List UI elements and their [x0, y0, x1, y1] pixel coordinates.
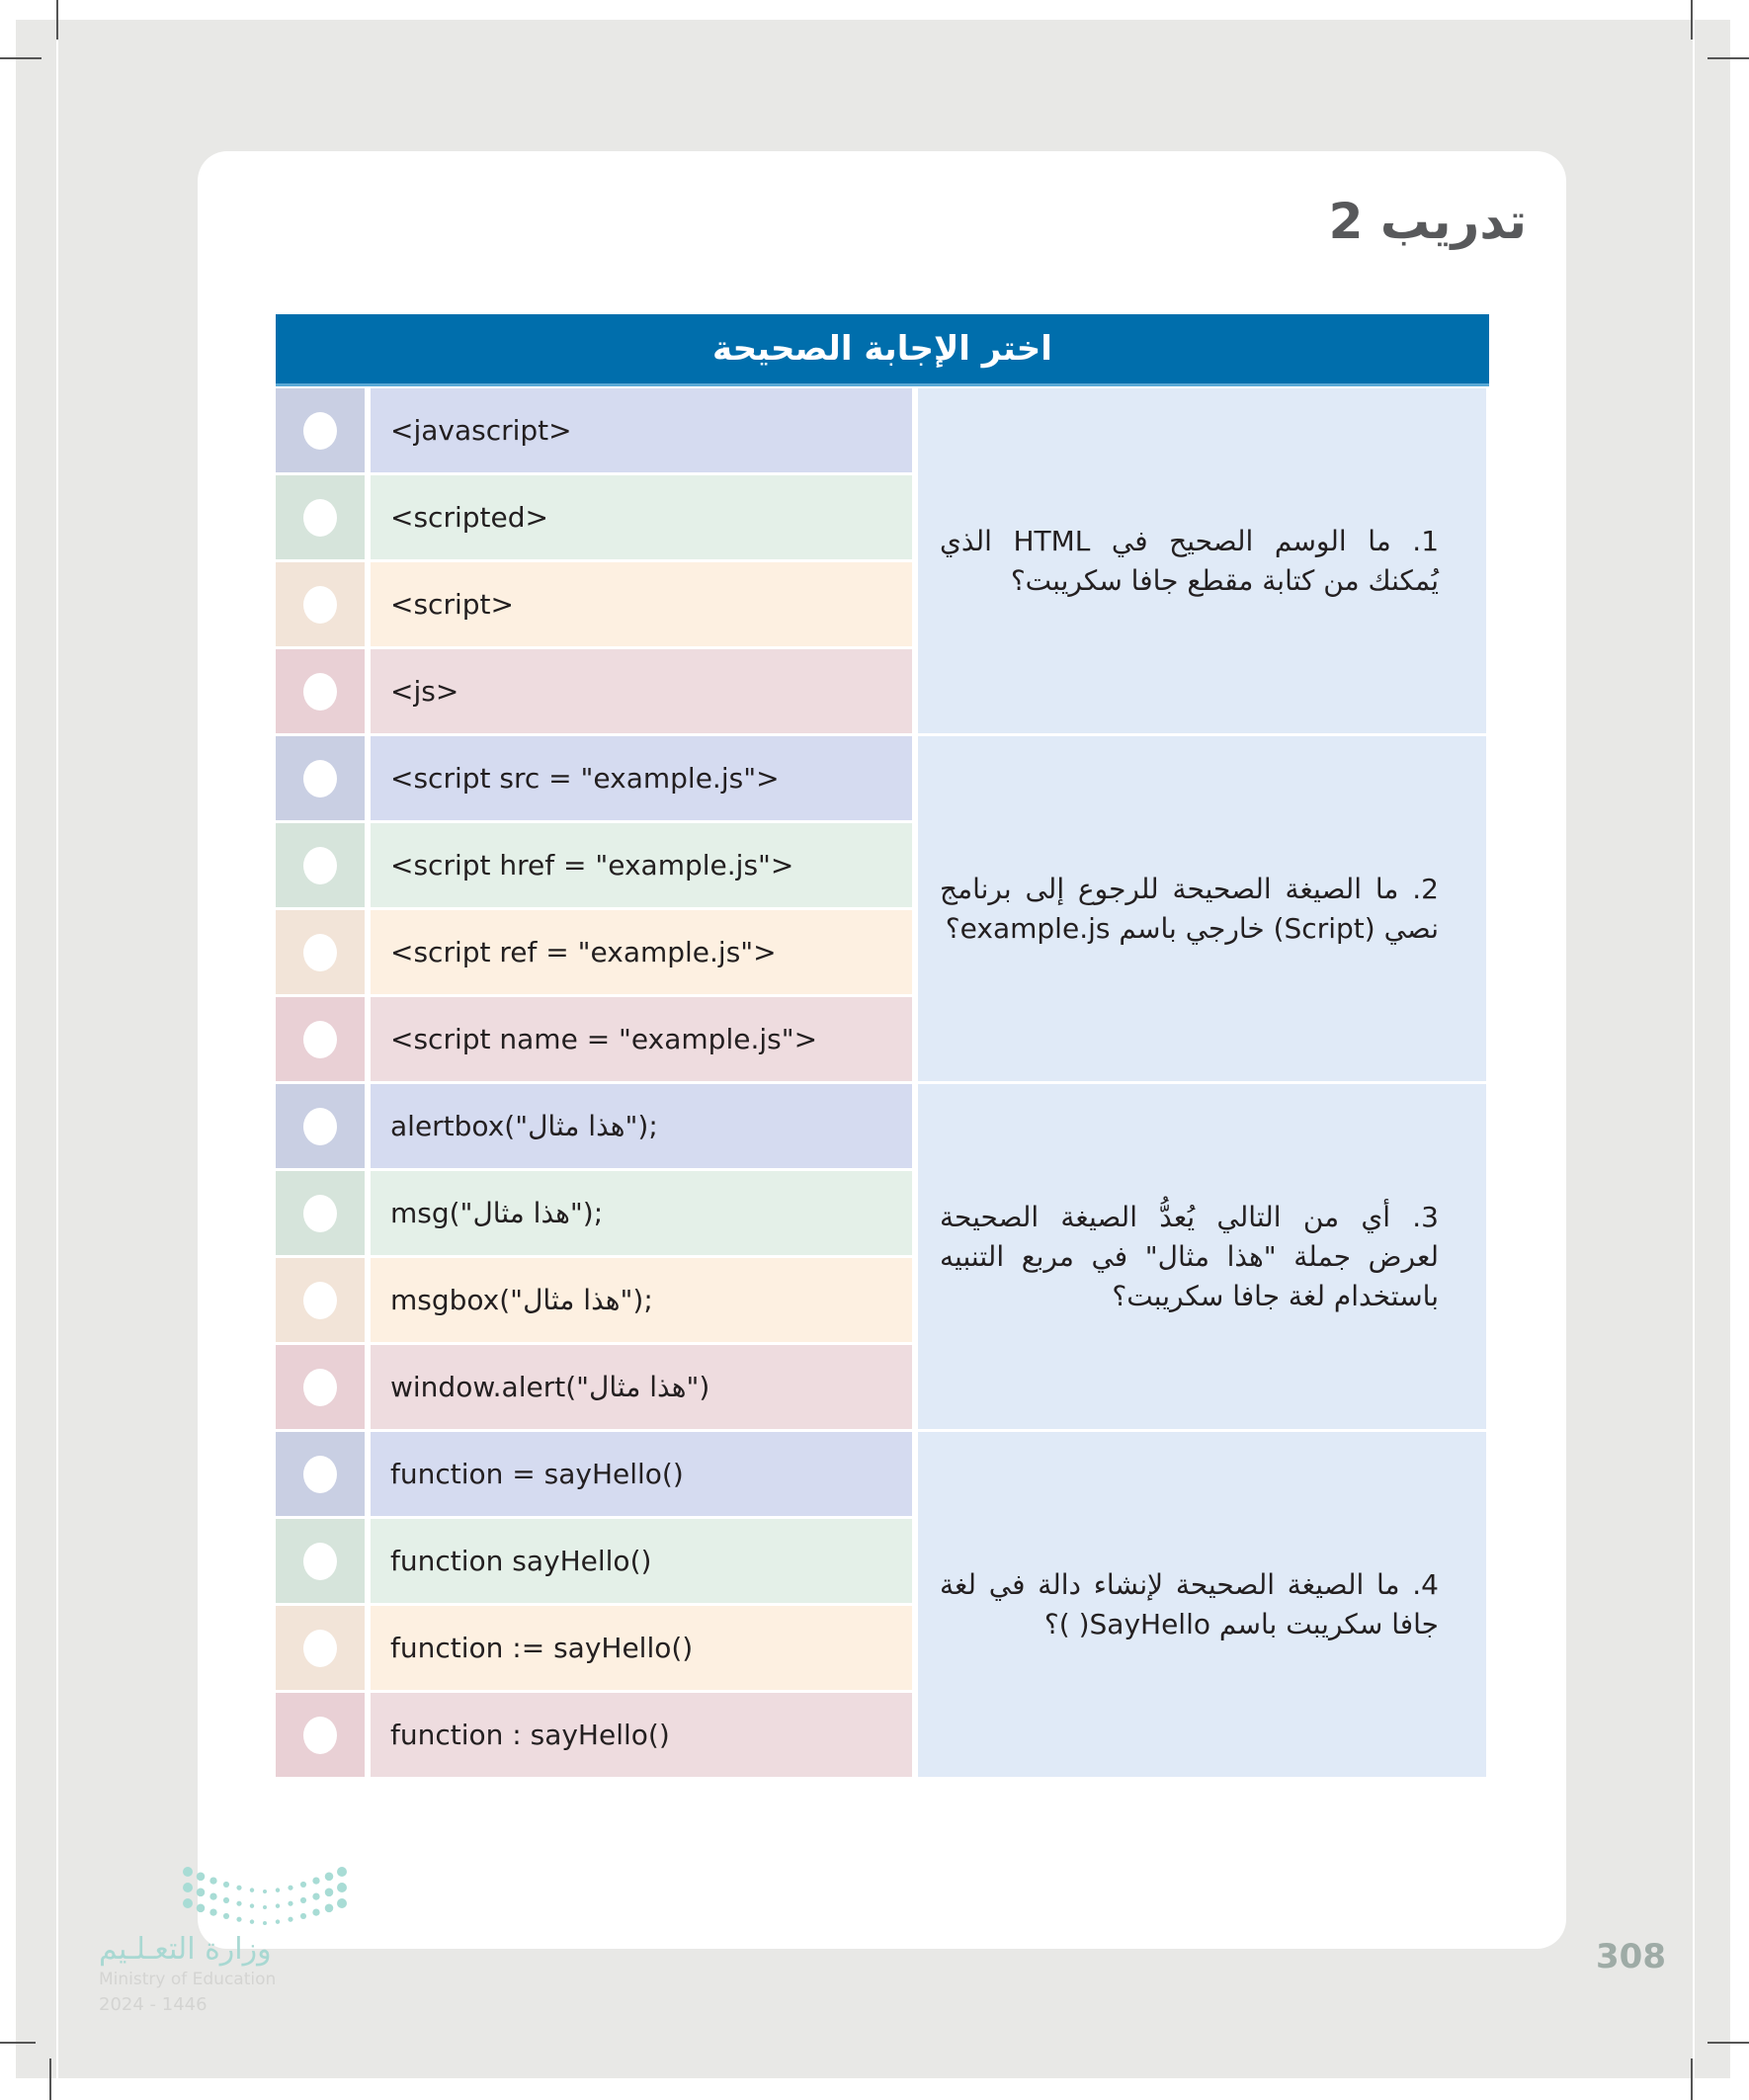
logo-dot: [312, 1908, 319, 1915]
crop-line: [1693, 0, 1695, 2100]
crop-mark: [0, 57, 42, 59]
option-row[interactable]: [276, 562, 912, 646]
radio-cell[interactable]: [276, 1171, 365, 1255]
option-row[interactable]: [276, 736, 912, 820]
logo-dot: [236, 1917, 241, 1922]
logo-dot: [300, 1897, 306, 1903]
logo-dot: [263, 1921, 267, 1925]
radio-cell[interactable]: [276, 1519, 365, 1603]
logo-dot: [288, 1886, 292, 1890]
crop-mark: [1707, 2042, 1749, 2044]
logo-dot: [209, 1892, 216, 1899]
logo-dot: [197, 1904, 206, 1913]
radio-button[interactable]: [303, 412, 337, 450]
page-number: 308: [1596, 1937, 1666, 1976]
logo-dot: [300, 1882, 306, 1888]
option-row[interactable]: [276, 388, 912, 472]
logo-english-text: Ministry of Education: [99, 1970, 277, 1989]
logo-dot: [223, 1897, 229, 1903]
option-label: function sayHello(): [371, 1519, 912, 1603]
option-row[interactable]: [276, 910, 912, 994]
logo-dot: [223, 1913, 229, 1919]
logo-dot: [197, 1889, 206, 1897]
logo-dot: [263, 1890, 267, 1893]
table-header: اختر الإجابة الصحيحة: [276, 314, 1489, 386]
radio-button[interactable]: [303, 1195, 337, 1232]
radio-cell[interactable]: [276, 475, 365, 559]
radio-button[interactable]: [303, 1717, 337, 1754]
radio-button[interactable]: [303, 673, 337, 711]
radio-button[interactable]: [303, 1282, 337, 1319]
crop-mark: [1707, 57, 1749, 59]
option-row[interactable]: [276, 1606, 912, 1690]
option-label: <script src = "example.js">: [371, 736, 912, 820]
radio-button[interactable]: [303, 1021, 337, 1058]
logo-dot: [209, 1877, 216, 1884]
logo-year: 2024 - 1446: [99, 1994, 208, 2015]
exercise-title: تدريب 2: [1328, 193, 1527, 250]
logo-dot: [337, 1867, 347, 1877]
radio-button[interactable]: [303, 1456, 337, 1493]
option-label: msg("هذا مثال");: [371, 1171, 912, 1255]
logo-dot: [312, 1892, 319, 1899]
radio-cell[interactable]: [276, 1345, 365, 1429]
option-label: <js>: [371, 649, 912, 733]
question-text: 2. ما الصيغة الصحيحة للرجوع إلى برنامج نصي (Script) خارجي باسم example.js؟: [918, 736, 1486, 1081]
radio-button[interactable]: [303, 847, 337, 884]
option-label: <scripted>: [371, 475, 912, 559]
logo-arabic-text: وزارة التعـلـيم: [99, 1932, 272, 1967]
question-group: [276, 388, 1489, 733]
logo-dot: [337, 1898, 347, 1908]
logo-dot: [276, 1888, 280, 1891]
radio-button[interactable]: [303, 586, 337, 624]
option-row[interactable]: [276, 649, 912, 733]
radio-cell[interactable]: [276, 1606, 365, 1690]
option-row[interactable]: [276, 1519, 912, 1603]
logo-dot: [223, 1882, 229, 1888]
option-row[interactable]: [276, 1258, 912, 1342]
radio-cell[interactable]: [276, 736, 365, 820]
option-row[interactable]: [276, 823, 912, 907]
radio-button[interactable]: [303, 1543, 337, 1580]
crop-mark: [1691, 2058, 1693, 2100]
logo-dot: [300, 1913, 306, 1919]
radio-button[interactable]: [303, 760, 337, 798]
radio-cell[interactable]: [276, 1432, 365, 1516]
radio-cell[interactable]: [276, 1084, 365, 1168]
option-label: <script ref = "example.js">: [371, 910, 912, 994]
option-label: <javascript>: [371, 388, 912, 472]
logo-dot: [312, 1877, 319, 1884]
logo-dot: [183, 1867, 193, 1877]
radio-button[interactable]: [303, 499, 337, 537]
radio-cell[interactable]: [276, 388, 365, 472]
question-text: 4. ما الصيغة الصحيحة لإنشاء دالة في لغة جافا سكريبت باسم SayHello( )؟: [918, 1432, 1486, 1777]
option-row[interactable]: [276, 1084, 912, 1168]
radio-cell[interactable]: [276, 562, 365, 646]
logo-dot: [236, 1886, 241, 1890]
crop-mark: [1691, 0, 1693, 40]
radio-button[interactable]: [303, 1630, 337, 1667]
crop-mark: [56, 0, 58, 40]
option-label: msgbox("هذا مثال");: [371, 1258, 912, 1342]
option-label: alertbox("هذا مثال");: [371, 1084, 912, 1168]
logo-dot: [183, 1883, 193, 1892]
logo-dot: [197, 1873, 206, 1882]
option-row[interactable]: [276, 1693, 912, 1777]
logo-dot: [276, 1919, 280, 1923]
logo-dot: [236, 1901, 241, 1906]
logo-dot: [325, 1904, 334, 1913]
question-text: 1. ما الوسم الصحيح في HTML الذي يُمكنك من كتابة مقطع جافا سكريبت؟: [918, 388, 1486, 733]
radio-button[interactable]: [303, 1108, 337, 1145]
logo-dot: [337, 1883, 347, 1892]
logo-dot: [263, 1905, 267, 1909]
crop-mark: [49, 2058, 51, 2100]
logo-dot: [325, 1873, 334, 1882]
radio-button[interactable]: [303, 934, 337, 971]
option-label: function = sayHello(): [371, 1432, 912, 1516]
radio-cell[interactable]: [276, 910, 365, 994]
option-row[interactable]: [276, 475, 912, 559]
logo-dot: [288, 1917, 292, 1922]
option-label: <script href = "example.js">: [371, 823, 912, 907]
radio-button[interactable]: [303, 1369, 337, 1406]
logo-dot: [288, 1901, 292, 1906]
option-label: <script>: [371, 562, 912, 646]
question-text: 3. أي من التالي يُعدُّ الصيغة الصحيحة لعرض جملة "هذا مثال" في مربع التنبيه باستخدام لغة جافا سكريبت؟: [918, 1084, 1486, 1429]
logo-dot: [325, 1889, 334, 1897]
logo-dot: [250, 1919, 254, 1923]
option-row[interactable]: [276, 1345, 912, 1429]
option-row[interactable]: [276, 997, 912, 1081]
radio-cell[interactable]: [276, 1258, 365, 1342]
crop-mark: [0, 2042, 36, 2044]
option-label: <script name = "example.js">: [371, 997, 912, 1081]
radio-cell[interactable]: [276, 649, 365, 733]
radio-cell[interactable]: [276, 997, 365, 1081]
radio-cell[interactable]: [276, 1693, 365, 1777]
logo-dot: [209, 1908, 216, 1915]
logo-dot: [250, 1903, 254, 1907]
radio-cell[interactable]: [276, 823, 365, 907]
question-group: [276, 1084, 1489, 1429]
option-row[interactable]: [276, 1171, 912, 1255]
logo-dot: [276, 1903, 280, 1907]
option-label: function : sayHello(): [371, 1693, 912, 1777]
option-row[interactable]: [276, 1432, 912, 1516]
logo-dot: [183, 1898, 193, 1908]
logo-dot: [250, 1888, 254, 1891]
question-group: [276, 1432, 1489, 1777]
option-label: window.alert("هذا مثال"): [371, 1345, 912, 1429]
option-label: function := sayHello(): [371, 1606, 912, 1690]
question-group: [276, 736, 1489, 1081]
crop-line: [56, 0, 58, 2100]
